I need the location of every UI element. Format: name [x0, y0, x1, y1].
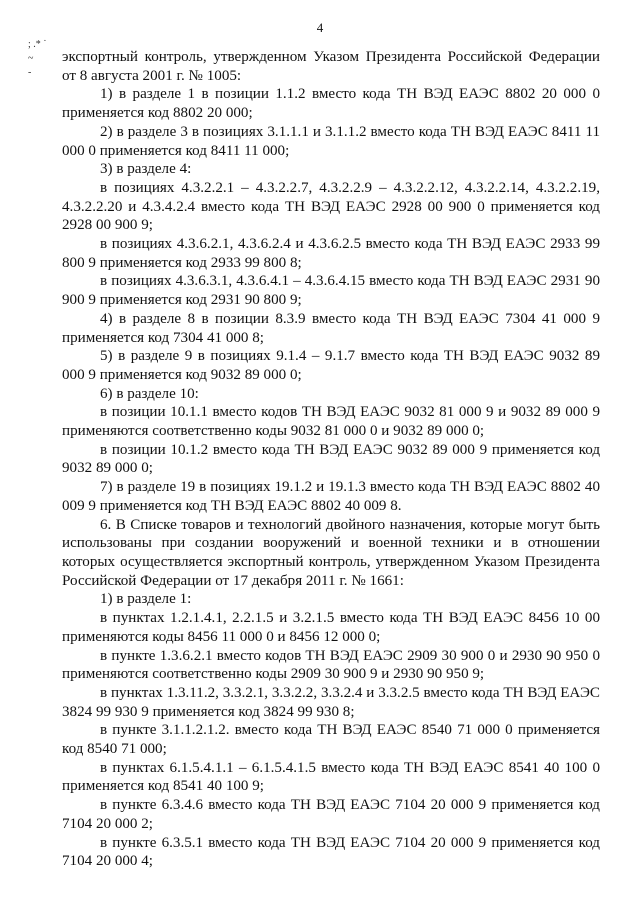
margin-mark: ~	[28, 53, 34, 64]
paragraph: 1) в разделе 1 в позиции 1.1.2 вместо кода ТН ВЭД ЕАЭС 8802 20 000 0 применяется код 8802 20 000;	[62, 86, 600, 122]
page-number: 4	[316, 20, 324, 35]
paragraph: в пунктах 1.3.11.2, 3.3.2.1, 3.3.2.2, 3.3.2.4 и 3.3.2.5 вместо кода ТН ВЭД ЕАЭС 3824 99 930 9 применяется код 3824 99 930 8;	[62, 684, 600, 720]
paragraph: экспортный контроль, утвержденном Указом Президента Российской Федерации от 8 августа 2001 г. № 1005:	[62, 49, 600, 84]
paragraph: 1) в разделе 1:	[100, 591, 192, 608]
paragraph: в пункте 3.1.1.2.1.2. вместо кода ТН ВЭД ЕАЭС 8540 71 000 0 применяется код 8540 71 000;	[62, 722, 600, 758]
margin-mark: -	[28, 67, 32, 78]
document-body	[62, 48, 600, 871]
paragraph: в пункте 6.3.5.1 вместо кода ТН ВЭД ЕАЭС 7104 20 000 9 применяется код 7104 20 000 4;	[62, 834, 600, 870]
paragraph: 6. В Списке товаров и технологий двойного назначения, которые могут быть использованы при создании вооружений и военной техники и в отношении которых осуществляется экспортный контроль, утвержденном Указом Президента Российской Федерации от 17 декабря 2011 г. № 1661:	[62, 516, 600, 589]
paragraph: 5) в разделе 9 в позициях 9.1.4 – 9.1.7 вместо кода ТН ВЭД ЕАЭС 9032 89 000 9 применяется код 9032 89 000 0;	[62, 348, 600, 383]
paragraph: в пункте 6.3.4.6 вместо кода ТН ВЭД ЕАЭС 7104 20 000 9 применяется код 7104 20 000 2;	[62, 797, 600, 832]
paragraph: в позициях 4.3.6.3.1, 4.3.6.4.1 – 4.3.6.4.15 вместо кода ТН ВЭД ЕАЭС 2931 90 900 9 применяется код 2931 90 800 9;	[62, 273, 600, 309]
paragraph: в позициях 4.3.6.2.1, 4.3.6.2.4 и 4.3.6.2.5 вместо кода ТН ВЭД ЕАЭС 2933 99 800 9 применяется код 2933 99 800 8;	[62, 236, 600, 271]
paragraph: в пунктах 1.2.1.4.1, 2.2.1.5 и 3.2.1.5 вместо кода ТН ВЭД ЕАЭС 8456 10 00 применяются коды 8456 11 000 0 и 8456 12 000 0;	[62, 610, 600, 645]
paragraph: 4) в разделе 8 в позиции 8.3.9 вместо кода ТН ВЭД ЕАЭС 7304 41 000 9 применяется код 7304 41 000 8;	[62, 310, 600, 346]
paragraph: в пунктах 6.1.5.4.1.1 – 6.1.5.4.1.5 вместо кода ТН ВЭД ЕАЭС 8541 40 100 0 применяется код 8541 40 100 9;	[62, 759, 600, 795]
paragraph: в позиции 10.1.2 вместо кода ТН ВЭД ЕАЭС 9032 89 000 9 применяется код 9032 89 000 0;	[62, 441, 600, 477]
paragraph: 3) в разделе 4:	[100, 161, 192, 178]
paragraph: в позициях 4.3.2.2.1 – 4.3.2.2.7, 4.3.2.2.9 – 4.3.2.2.12, 4.3.2.2.14, 4.3.2.2.19, 4.3.2.2.20 и 4.3.4.2.4 вместо кода ТН ВЭД ЕАЭС 2928 00 900 0 применяется код 2928 00 900 9;	[62, 179, 600, 234]
margin-mark: ; .* ˙	[28, 39, 47, 50]
paragraph: в позиции 10.1.1 вместо кодов ТН ВЭД ЕАЭС 9032 81 000 9 и 9032 89 000 9 применяются соответственно коды 9032 81 000 0 и 9032 89 000 0;	[62, 404, 600, 440]
paragraph: 2) в разделе 3 в позициях 3.1.1.1 и 3.1.1.2 вместо кода ТН ВЭД ЕАЭС 8411 11 000 0 применяется код 8411 11 000;	[62, 123, 600, 159]
paragraph: 7) в разделе 19 в позициях 19.1.2 и 19.1.3 вместо кода ТН ВЭД ЕАЭС 8802 40 009 9 применяется код ТН ВЭД ЕАЭС 8802 40 009 8.	[62, 479, 600, 514]
paragraph: 6) в разделе 10:	[100, 385, 199, 402]
paragraph: в пункте 1.3.6.2.1 вместо кодов ТН ВЭД ЕАЭС 2909 30 900 0 и 2930 90 950 0 применяются соответственно коды 2909 30 900 9 и 2930 90 950 9;	[62, 647, 600, 683]
